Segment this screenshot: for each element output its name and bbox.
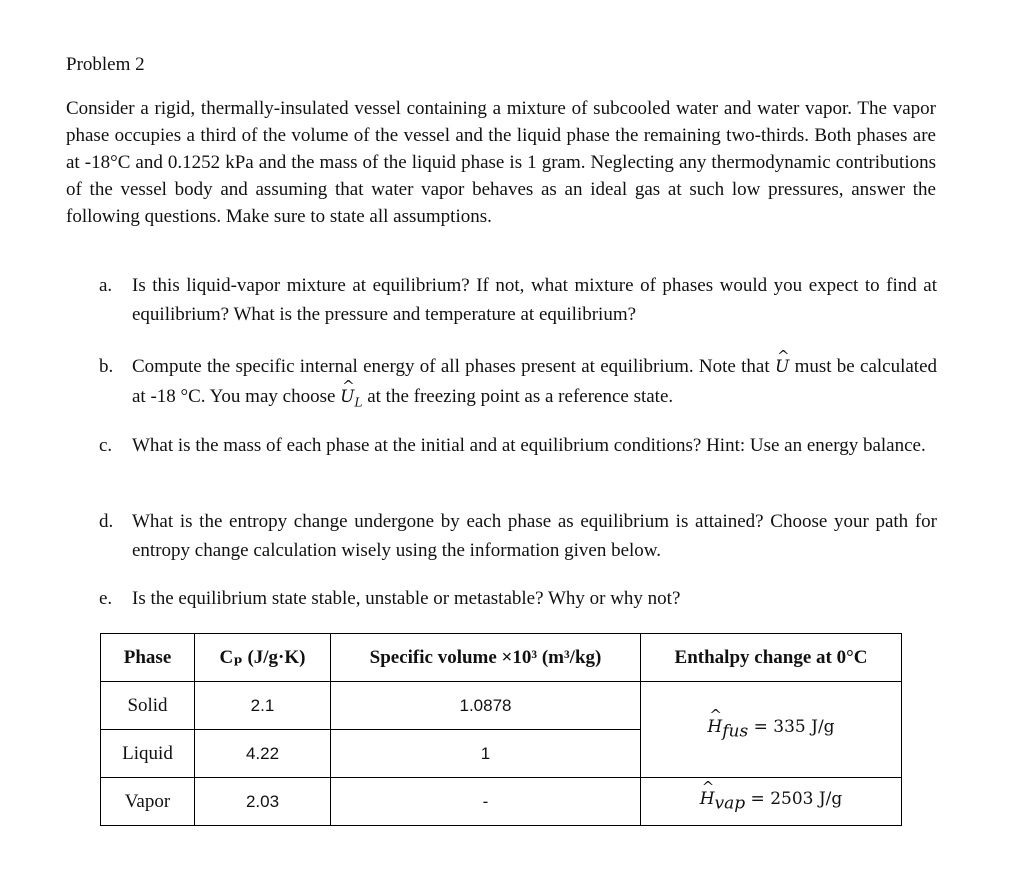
cell-cp: 2.03 bbox=[195, 778, 331, 826]
header-phase: Phase bbox=[101, 634, 195, 682]
cell-specific-volume: - bbox=[331, 778, 641, 826]
question-text: Is this liquid-vapor mixture at equilibrium? If not, what mixture of phases would you expect to find at equilibrium? What is the pressure and temperature at equilibrium? bbox=[132, 275, 937, 325]
question-text: Is the equilibrium state stable, unstable or metastable? Why or why not? bbox=[132, 588, 681, 609]
question-text: What is the entropy change undergone by each phase as equilibrium is attained? Choose your path for entropy change calculation wisely using the information given below. bbox=[132, 511, 937, 561]
question-d bbox=[99, 507, 937, 565]
header-specific-volume: Specific volume ×10³ (m³/kg) bbox=[331, 634, 641, 682]
table-row bbox=[101, 682, 902, 730]
cell-cp: 4.22 bbox=[195, 730, 331, 778]
question-text: What is the mass of each phase at the initial and at equilibrium conditions? Hint: Use an energy balance. bbox=[132, 435, 926, 456]
question-a bbox=[99, 271, 937, 329]
cell-cp: 2.1 bbox=[195, 682, 331, 730]
cell-vaporization-enthalpy: ^ $H_{vap} = 2503$ J/g bbox=[641, 778, 902, 826]
properties-table bbox=[100, 633, 902, 826]
question-label: a. bbox=[99, 275, 113, 296]
question-label: d. bbox=[99, 511, 114, 532]
cell-phase: Vapor bbox=[101, 778, 195, 826]
question-label: b. bbox=[99, 356, 114, 377]
problem-title: Problem 2 bbox=[66, 54, 145, 75]
cell-specific-volume: 1 bbox=[331, 730, 641, 778]
problem-intro: Consider a rigid, thermally-insulated vessel containing a mixture of subcooled water and water vapor. The vapor phase occupies a third of the volume of the vessel and the liquid phase the remaining two-thirds. Both phases are at -18°C and 0.1252 kPa and the mass of the liquid phase is 1 gram. Neglecting any thermodynamic contributions of the vessel body and assuming that water vapor behaves as an ideal gas at such low pressures, answer the following questions. Make sure to state all assumptions. bbox=[66, 98, 936, 227]
question-b bbox=[99, 352, 937, 417]
header-enthalpy-change: Enthalpy change at 0°C bbox=[641, 634, 902, 682]
table-row bbox=[101, 778, 902, 826]
table-header-row bbox=[101, 634, 902, 682]
liquid-internal-energy-symbol: ^ U bbox=[340, 383, 354, 412]
header-cp: Cₚ (J/g·K) bbox=[195, 634, 331, 682]
cell-fusion-enthalpy: ^ $H_{fus} = 335$ J/g bbox=[641, 682, 902, 778]
question-label: e. bbox=[99, 588, 113, 609]
question-label: c. bbox=[99, 435, 113, 456]
specific-internal-energy-symbol: ^ U bbox=[775, 353, 789, 382]
question-c bbox=[99, 431, 937, 460]
question-e bbox=[99, 584, 937, 613]
cell-specific-volume: 1.0878 bbox=[331, 682, 641, 730]
question-text: Compute the specific internal energy of all phases present at equilibrium. Note that ^ U must be calculated at -18 °C. You may choose ^ $U_L$ at the freezing point as a reference state. bbox=[132, 352, 937, 417]
cell-phase: Liquid bbox=[101, 730, 195, 778]
cell-phase: Solid bbox=[101, 682, 195, 730]
